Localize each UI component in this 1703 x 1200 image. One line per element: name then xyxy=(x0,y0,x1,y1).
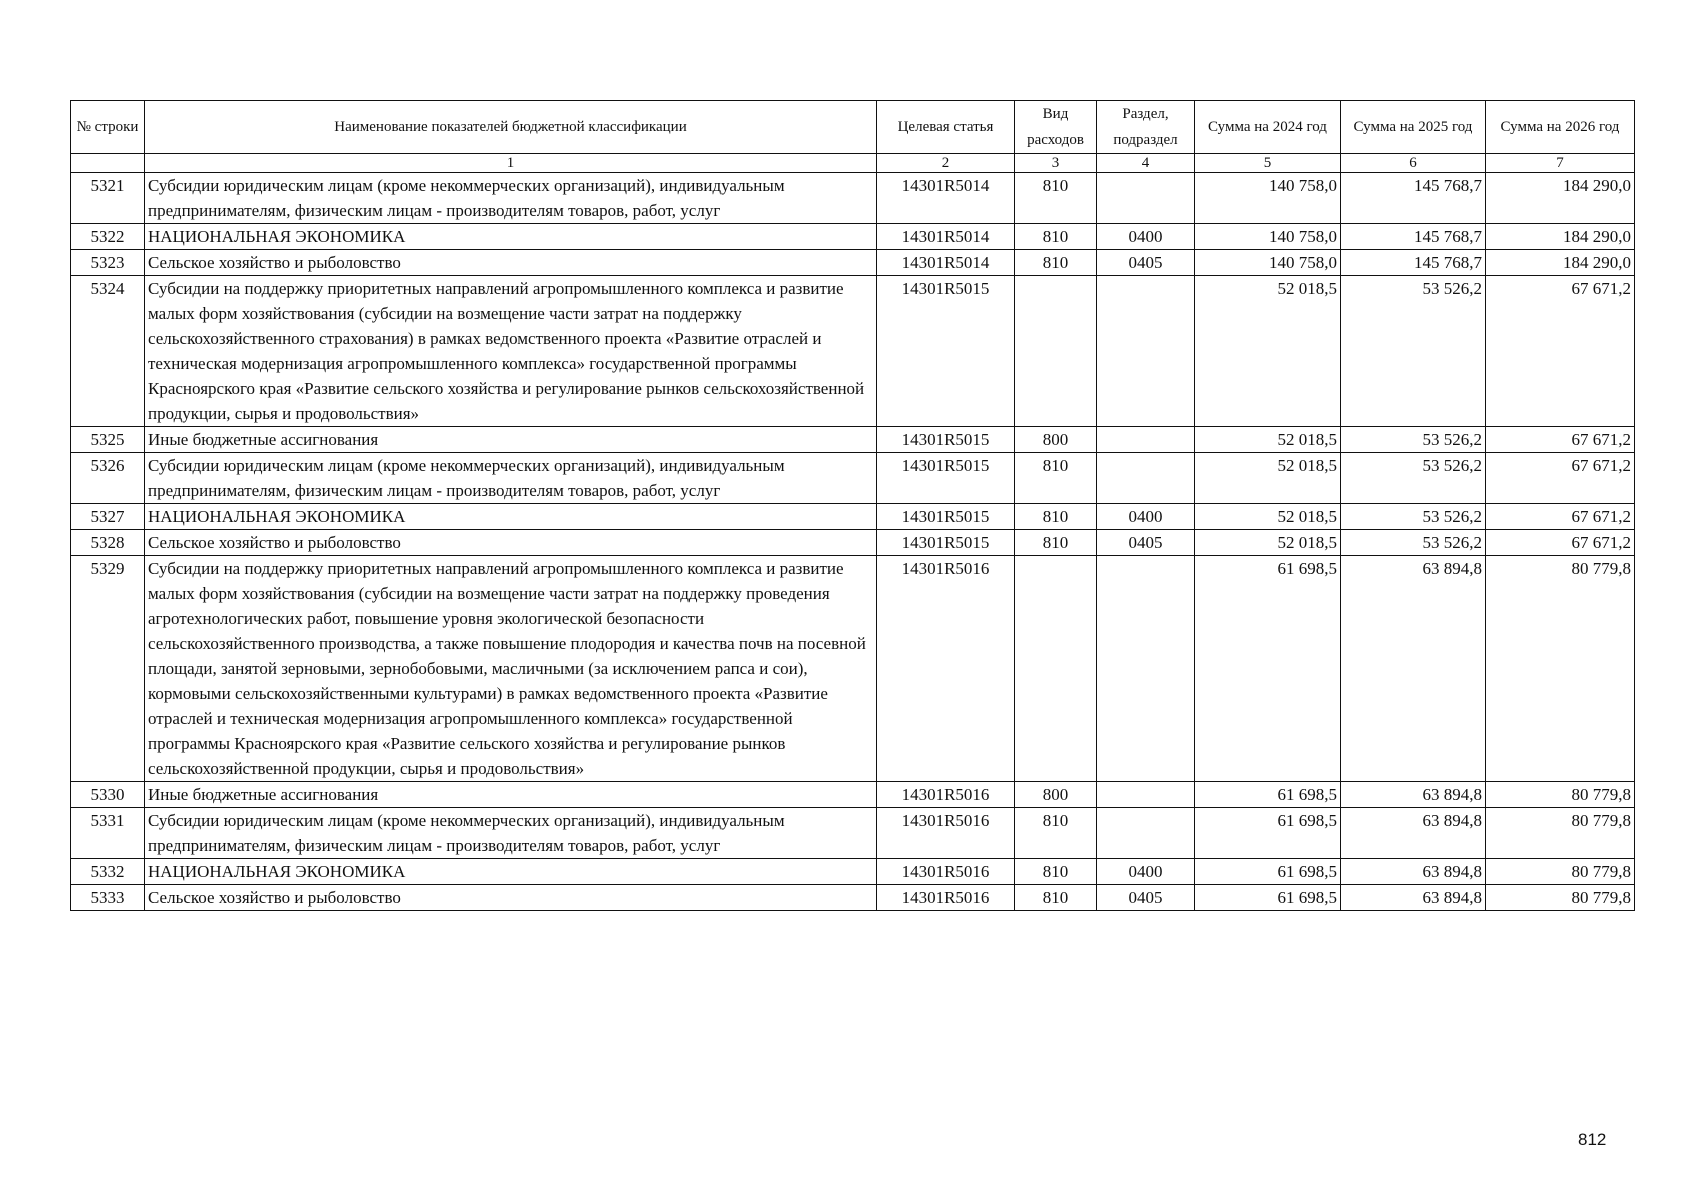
table-row xyxy=(71,808,1635,859)
header-expense-type: Вид расходов xyxy=(1015,101,1097,154)
sum-2024-cell: 140 758,0 xyxy=(1195,224,1341,250)
sum-2025-cell: 145 768,7 xyxy=(1341,173,1486,224)
sum-2024-cell: 61 698,5 xyxy=(1195,885,1341,911)
sum-2026-cell: 80 779,8 xyxy=(1486,782,1635,808)
column-number xyxy=(71,154,145,173)
column-number: 7 xyxy=(1486,154,1635,173)
table-row xyxy=(71,885,1635,911)
column-number: 4 xyxy=(1097,154,1195,173)
sum-2024-cell: 52 018,5 xyxy=(1195,453,1341,504)
sum-2025-cell: 53 526,2 xyxy=(1341,530,1486,556)
section-cell: 0405 xyxy=(1097,885,1195,911)
indicator-name-cell: Субсидии юридическим лицам (кроме некоммерческих организаций), индивидуальным предпринимателям, физическим лицам - производителям товаров, работ, услуг xyxy=(145,173,877,224)
row-number-cell: 5326 xyxy=(71,453,145,504)
expense-type-cell: 810 xyxy=(1015,173,1097,224)
header-indicator-name: Наименование показателей бюджетной классификации xyxy=(145,101,877,154)
header-section: Раздел, подраздел xyxy=(1097,101,1195,154)
row-number-cell: 5324 xyxy=(71,276,145,427)
sum-2026-cell: 67 671,2 xyxy=(1486,530,1635,556)
sum-2025-cell: 53 526,2 xyxy=(1341,276,1486,427)
expense-type-cell: 810 xyxy=(1015,224,1097,250)
sum-2024-cell: 61 698,5 xyxy=(1195,808,1341,859)
indicator-name-cell: НАЦИОНАЛЬНАЯ ЭКОНОМИКА xyxy=(145,859,877,885)
target-article-cell: 14301R5016 xyxy=(877,782,1015,808)
sum-2025-cell: 63 894,8 xyxy=(1341,808,1486,859)
header-sum-2024: Сумма на 2024 год xyxy=(1195,101,1341,154)
sum-2026-cell: 80 779,8 xyxy=(1486,885,1635,911)
expense-type-cell xyxy=(1015,276,1097,427)
row-number-cell: 5327 xyxy=(71,504,145,530)
sum-2024-cell: 140 758,0 xyxy=(1195,250,1341,276)
table-row xyxy=(71,224,1635,250)
section-cell: 0400 xyxy=(1097,224,1195,250)
indicator-name-cell: Сельское хозяйство и рыболовство xyxy=(145,885,877,911)
row-number-cell: 5328 xyxy=(71,530,145,556)
sum-2025-cell: 63 894,8 xyxy=(1341,885,1486,911)
expense-type-cell xyxy=(1015,556,1097,782)
sum-2024-cell: 52 018,5 xyxy=(1195,427,1341,453)
sum-2025-cell: 63 894,8 xyxy=(1341,782,1486,808)
sum-2025-cell: 63 894,8 xyxy=(1341,556,1486,782)
sum-2025-cell: 145 768,7 xyxy=(1341,224,1486,250)
sum-2024-cell: 52 018,5 xyxy=(1195,504,1341,530)
row-number-cell: 5329 xyxy=(71,556,145,782)
table-row xyxy=(71,173,1635,224)
indicator-name-cell: Сельское хозяйство и рыболовство xyxy=(145,250,877,276)
table-row xyxy=(71,556,1635,782)
sum-2026-cell: 67 671,2 xyxy=(1486,276,1635,427)
indicator-name-cell: Субсидии на поддержку приоритетных направлений агропромышленного комплекса и развитие малых форм хозяйствования (субсидии на возмещение части затрат на поддержку проведения агротехнологических работ, повышение уровня экологической безопасности сельскохозяйственного производства, а также повышение плодородия и качества почв на посевной площади, занятой зерновыми, зернобобовыми, масличными (за исключением рапса и сои), кормовыми сельскохозяйственными культурами) в рамках ведомственного проекта «Развитие отраслей и техническая модернизация агропромышленного комплекса» государственной программы Красноярского края «Развитие сельского хозяйства и регулирование рынков сельскохозяйственной продукции, сырья и продовольствия» xyxy=(145,556,877,782)
sum-2025-cell: 53 526,2 xyxy=(1341,427,1486,453)
indicator-name-cell: Сельское хозяйство и рыболовство xyxy=(145,530,877,556)
sum-2024-cell: 61 698,5 xyxy=(1195,859,1341,885)
row-number-cell: 5332 xyxy=(71,859,145,885)
target-article-cell: 14301R5015 xyxy=(877,504,1015,530)
indicator-name-cell: НАЦИОНАЛЬНАЯ ЭКОНОМИКА xyxy=(145,224,877,250)
table-body xyxy=(71,154,1635,911)
expense-type-cell: 810 xyxy=(1015,453,1097,504)
sum-2026-cell: 67 671,2 xyxy=(1486,427,1635,453)
indicator-name-cell: Субсидии на поддержку приоритетных направлений агропромышленного комплекса и развитие малых форм хозяйствования (субсидии на возмещение части затрат на поддержку сельскохозяйственного страхования) в рамках ведомственного проекта «Развитие отраслей и техническая модернизация агропромышленного комплекса» государственной программы Красноярского края «Развитие сельского хозяйства и регулирование рынков сельскохозяйственной продукции, сырья и продовольствия» xyxy=(145,276,877,427)
sum-2025-cell: 63 894,8 xyxy=(1341,859,1486,885)
expense-type-cell: 810 xyxy=(1015,808,1097,859)
column-numbers-row xyxy=(71,154,1635,173)
sum-2026-cell: 67 671,2 xyxy=(1486,504,1635,530)
expense-type-cell: 810 xyxy=(1015,530,1097,556)
sum-2026-cell: 80 779,8 xyxy=(1486,556,1635,782)
indicator-name-cell: Иные бюджетные ассигнования xyxy=(145,427,877,453)
target-article-cell: 14301R5016 xyxy=(877,885,1015,911)
row-number-cell: 5330 xyxy=(71,782,145,808)
row-number-cell: 5325 xyxy=(71,427,145,453)
sum-2026-cell: 67 671,2 xyxy=(1486,453,1635,504)
target-article-cell: 14301R5014 xyxy=(877,224,1015,250)
table-header xyxy=(71,101,1635,154)
section-cell xyxy=(1097,782,1195,808)
sum-2026-cell: 80 779,8 xyxy=(1486,859,1635,885)
sum-2024-cell: 140 758,0 xyxy=(1195,173,1341,224)
sum-2026-cell: 184 290,0 xyxy=(1486,224,1635,250)
expense-type-cell: 810 xyxy=(1015,885,1097,911)
sum-2024-cell: 61 698,5 xyxy=(1195,556,1341,782)
sum-2025-cell: 145 768,7 xyxy=(1341,250,1486,276)
table-row xyxy=(71,530,1635,556)
target-article-cell: 14301R5015 xyxy=(877,453,1015,504)
header-row-number: № строки xyxy=(71,101,145,154)
indicator-name-cell: НАЦИОНАЛЬНАЯ ЭКОНОМИКА xyxy=(145,504,877,530)
section-cell: 0400 xyxy=(1097,859,1195,885)
sum-2025-cell: 53 526,2 xyxy=(1341,504,1486,530)
table-row xyxy=(71,453,1635,504)
expense-type-cell: 810 xyxy=(1015,504,1097,530)
table-row xyxy=(71,859,1635,885)
sum-2026-cell: 184 290,0 xyxy=(1486,250,1635,276)
row-number-cell: 5322 xyxy=(71,224,145,250)
budget-classification-table xyxy=(70,100,1635,911)
indicator-name-cell: Субсидии юридическим лицам (кроме некоммерческих организаций), индивидуальным предпринимателям, физическим лицам - производителям товаров, работ, услуг xyxy=(145,808,877,859)
row-number-cell: 5321 xyxy=(71,173,145,224)
section-cell xyxy=(1097,427,1195,453)
indicator-name-cell: Субсидии юридическим лицам (кроме некоммерческих организаций), индивидуальным предпринимателям, физическим лицам - производителям товаров, работ, услуг xyxy=(145,453,877,504)
expense-type-cell: 810 xyxy=(1015,250,1097,276)
sum-2024-cell: 61 698,5 xyxy=(1195,782,1341,808)
section-cell xyxy=(1097,556,1195,782)
column-number: 5 xyxy=(1195,154,1341,173)
header-sum-2025: Сумма на 2025 год xyxy=(1341,101,1486,154)
header-target-article: Целевая статья xyxy=(877,101,1015,154)
indicator-name-cell: Иные бюджетные ассигнования xyxy=(145,782,877,808)
target-article-cell: 14301R5016 xyxy=(877,808,1015,859)
column-number: 1 xyxy=(145,154,877,173)
target-article-cell: 14301R5014 xyxy=(877,250,1015,276)
section-cell xyxy=(1097,808,1195,859)
sum-2026-cell: 80 779,8 xyxy=(1486,808,1635,859)
section-cell xyxy=(1097,173,1195,224)
column-number: 2 xyxy=(877,154,1015,173)
sum-2025-cell: 53 526,2 xyxy=(1341,453,1486,504)
table-row xyxy=(71,427,1635,453)
expense-type-cell: 810 xyxy=(1015,859,1097,885)
section-cell: 0405 xyxy=(1097,250,1195,276)
section-cell xyxy=(1097,276,1195,427)
column-number: 3 xyxy=(1015,154,1097,173)
table-row xyxy=(71,276,1635,427)
header-sum-2026: Сумма на 2026 год xyxy=(1486,101,1635,154)
expense-type-cell: 800 xyxy=(1015,782,1097,808)
table-row xyxy=(71,504,1635,530)
sum-2024-cell: 52 018,5 xyxy=(1195,276,1341,427)
target-article-cell: 14301R5016 xyxy=(877,556,1015,782)
expense-type-cell: 800 xyxy=(1015,427,1097,453)
sum-2026-cell: 184 290,0 xyxy=(1486,173,1635,224)
target-article-cell: 14301R5015 xyxy=(877,530,1015,556)
header-row xyxy=(71,101,1635,154)
target-article-cell: 14301R5015 xyxy=(877,276,1015,427)
row-number-cell: 5333 xyxy=(71,885,145,911)
target-article-cell: 14301R5014 xyxy=(877,173,1015,224)
page-number: 812 xyxy=(1578,1130,1607,1149)
section-cell: 0400 xyxy=(1097,504,1195,530)
sum-2024-cell: 52 018,5 xyxy=(1195,530,1341,556)
section-cell: 0405 xyxy=(1097,530,1195,556)
column-number: 6 xyxy=(1341,154,1486,173)
target-article-cell: 14301R5016 xyxy=(877,859,1015,885)
section-cell xyxy=(1097,453,1195,504)
table-row xyxy=(71,782,1635,808)
table-row xyxy=(71,250,1635,276)
target-article-cell: 14301R5015 xyxy=(877,427,1015,453)
row-number-cell: 5331 xyxy=(71,808,145,859)
row-number-cell: 5323 xyxy=(71,250,145,276)
